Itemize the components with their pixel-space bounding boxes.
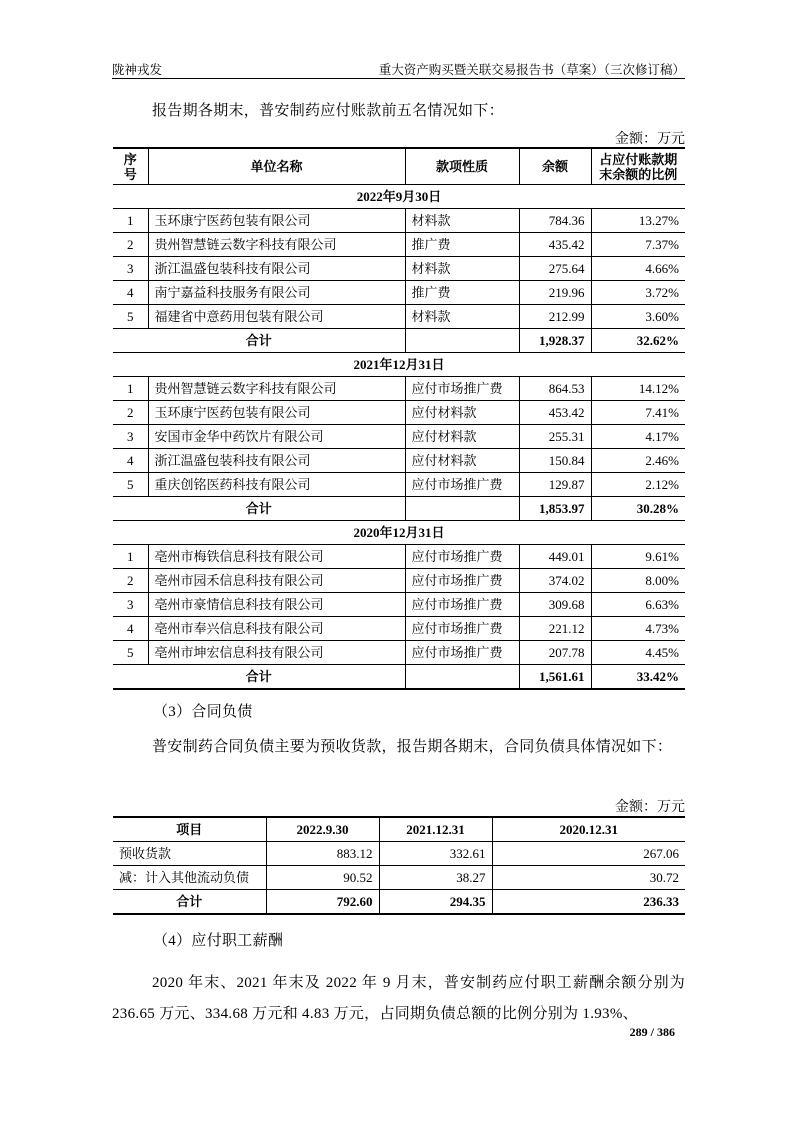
table-cell: 安国市金华中药饮片有限公司 bbox=[148, 425, 405, 449]
table-cell: 浙江温盛包装科技有限公司 bbox=[148, 257, 405, 281]
section-date: 2021年12月31日 bbox=[113, 353, 685, 377]
total-row bbox=[113, 497, 685, 521]
table-row bbox=[113, 473, 685, 497]
table-cell: 亳州市奉兴信息科技有限公司 bbox=[148, 617, 405, 641]
table-cell: 6.63% bbox=[591, 593, 685, 617]
table-cell: 应付材料款 bbox=[405, 425, 519, 449]
table-row bbox=[113, 545, 685, 569]
table-cell: 应付材料款 bbox=[405, 401, 519, 425]
column-header: 2021.12.31 bbox=[379, 817, 492, 842]
table-cell: 材料款 bbox=[405, 257, 519, 281]
table-cell: 3 bbox=[113, 425, 148, 449]
table-cell: 275.64 bbox=[519, 257, 591, 281]
empty-cell bbox=[405, 665, 519, 690]
total-label: 合计 bbox=[113, 665, 405, 690]
section-4-paragraph: 2020 年末、2021 年末及 2022 年 9 月末，普安制药应付职工薪酬余额分别为 236.65 万元、334.68 万元和 4.83 万元，占同期负债总额的比例分别为 1.93%、 bbox=[112, 975, 685, 1022]
table-row bbox=[113, 257, 685, 281]
table-row bbox=[113, 641, 685, 665]
section-3-title: （3）合同负债 bbox=[153, 704, 253, 720]
table-cell: 2 bbox=[113, 233, 148, 257]
table-cell: 南宁嘉益科技服务有限公司 bbox=[148, 281, 405, 305]
table-cell: 亳州市坤宏信息科技有限公司 bbox=[148, 641, 405, 665]
table-cell: 883.12 bbox=[266, 842, 379, 866]
total-cell: 合计 bbox=[113, 890, 266, 915]
table-cell: 453.42 bbox=[519, 401, 591, 425]
header-company: 陇神戎发 bbox=[112, 63, 163, 77]
table-cell: 应付市场推广费 bbox=[405, 641, 519, 665]
header-doc-title: 重大资产购买暨关联交易报告书（草案）（三次修订稿） bbox=[378, 63, 685, 77]
table-header-row bbox=[113, 817, 685, 842]
table-row bbox=[113, 377, 685, 401]
table-cell: 4.66% bbox=[591, 257, 685, 281]
table-cell: 13.27% bbox=[591, 209, 685, 233]
table-row bbox=[113, 401, 685, 425]
table-cell: 5 bbox=[113, 641, 148, 665]
total-cell: 236.33 bbox=[492, 890, 685, 915]
table-cell: 4 bbox=[113, 617, 148, 641]
table-cell: 应付市场推广费 bbox=[405, 569, 519, 593]
table-row bbox=[113, 305, 685, 329]
table-cell: 1 bbox=[113, 377, 148, 401]
intro-paragraph: 报告期各期末，普安制药应付账款前五名情况如下： bbox=[152, 103, 504, 119]
empty-cell bbox=[405, 497, 519, 521]
table-cell: 8.00% bbox=[591, 569, 685, 593]
table-cell: 2 bbox=[113, 401, 148, 425]
table-row bbox=[113, 866, 685, 890]
table-cell: 38.27 bbox=[379, 866, 492, 890]
section-4-title: （4）应付职工薪酬 bbox=[153, 933, 284, 949]
total-ratio: 32.62% bbox=[591, 329, 685, 353]
page-header bbox=[112, 58, 685, 79]
table-row bbox=[113, 842, 685, 866]
table-cell: 应付市场推广费 bbox=[405, 617, 519, 641]
table-cell: 推广费 bbox=[405, 233, 519, 257]
table-cell: 150.84 bbox=[519, 449, 591, 473]
table-cell: 435.42 bbox=[519, 233, 591, 257]
total-ratio: 33.42% bbox=[591, 665, 685, 690]
table-cell: 1 bbox=[113, 545, 148, 569]
table-cell: 2 bbox=[113, 569, 148, 593]
total-amount: 1,853.97 bbox=[519, 497, 591, 521]
table-cell: 应付市场推广费 bbox=[405, 377, 519, 401]
total-label: 合计 bbox=[113, 329, 405, 353]
column-header: 余额 bbox=[519, 148, 591, 185]
table-cell: 亳州市园禾信息科技有限公司 bbox=[148, 569, 405, 593]
table-cell: 4.17% bbox=[591, 425, 685, 449]
table-cell: 784.36 bbox=[519, 209, 591, 233]
table-cell: 7.37% bbox=[591, 233, 685, 257]
section-date: 2022年9月30日 bbox=[113, 185, 685, 209]
table-row bbox=[113, 209, 685, 233]
total-cell: 294.35 bbox=[379, 890, 492, 915]
table-cell: 福建省中意药用包装有限公司 bbox=[148, 305, 405, 329]
table-header-row bbox=[113, 148, 685, 185]
table-cell: 3.72% bbox=[591, 281, 685, 305]
table-cell: 864.53 bbox=[519, 377, 591, 401]
column-header: 序号 bbox=[113, 148, 148, 185]
contract-liabilities-table bbox=[113, 816, 685, 915]
table-row bbox=[113, 233, 685, 257]
section-date-row bbox=[113, 185, 685, 209]
section-date-row bbox=[113, 521, 685, 545]
total-amount: 1,928.37 bbox=[519, 329, 591, 353]
table-cell: 4.45% bbox=[591, 641, 685, 665]
table-cell: 材料款 bbox=[405, 305, 519, 329]
table-cell: 4 bbox=[113, 281, 148, 305]
column-header: 2020.12.31 bbox=[492, 817, 685, 842]
table-cell: 2.12% bbox=[591, 473, 685, 497]
table-cell: 30.72 bbox=[492, 866, 685, 890]
total-label: 合计 bbox=[113, 497, 405, 521]
section-date: 2020年12月31日 bbox=[113, 521, 685, 545]
table-cell: 贵州智慧链云数字科技有限公司 bbox=[148, 377, 405, 401]
table-cell: 重庆创铭医药科技有限公司 bbox=[148, 473, 405, 497]
column-header: 2022.9.30 bbox=[266, 817, 379, 842]
table-cell: 5 bbox=[113, 305, 148, 329]
table-cell: 374.02 bbox=[519, 569, 591, 593]
table-cell: 90.52 bbox=[266, 866, 379, 890]
table-cell: 3 bbox=[113, 593, 148, 617]
table-cell: 减：计入其他流动负债 bbox=[113, 866, 266, 890]
total-ratio: 30.28% bbox=[591, 497, 685, 521]
column-header: 项目 bbox=[113, 817, 266, 842]
table-cell: 4.73% bbox=[591, 617, 685, 641]
table-row bbox=[113, 569, 685, 593]
section-date-row bbox=[113, 353, 685, 377]
unit-label: 金额：万元 bbox=[615, 132, 685, 147]
empty-cell bbox=[405, 329, 519, 353]
column-header: 款项性质 bbox=[405, 148, 519, 185]
table-cell: 219.96 bbox=[519, 281, 591, 305]
table-row bbox=[113, 425, 685, 449]
payables-table bbox=[113, 147, 685, 690]
table-cell: 449.01 bbox=[519, 545, 591, 569]
table-cell: 亳州市豪情信息科技有限公司 bbox=[148, 593, 405, 617]
unit-label-2: 金额：万元 bbox=[615, 800, 685, 815]
total-row bbox=[113, 665, 685, 690]
table-cell: 玉环康宁医药包装有限公司 bbox=[148, 209, 405, 233]
table-cell: 浙江温盛包装科技有限公司 bbox=[148, 449, 405, 473]
table-row bbox=[113, 617, 685, 641]
table-cell: 玉环康宁医药包装有限公司 bbox=[148, 401, 405, 425]
table-cell: 14.12% bbox=[591, 377, 685, 401]
table-cell: 3 bbox=[113, 257, 148, 281]
column-header: 单位名称 bbox=[148, 148, 405, 185]
table-cell: 7.41% bbox=[591, 401, 685, 425]
table-cell: 2.46% bbox=[591, 449, 685, 473]
table-cell: 应付市场推广费 bbox=[405, 473, 519, 497]
total-amount: 1,561.61 bbox=[519, 665, 591, 690]
table-cell: 应付市场推广费 bbox=[405, 593, 519, 617]
table-cell: 贵州智慧链云数字科技有限公司 bbox=[148, 233, 405, 257]
table-cell: 309.68 bbox=[519, 593, 591, 617]
table-cell: 应付材料款 bbox=[405, 449, 519, 473]
table-cell: 9.61% bbox=[591, 545, 685, 569]
total-row bbox=[113, 890, 685, 915]
table-cell: 267.06 bbox=[492, 842, 685, 866]
section-3-paragraph: 普安制药合同负债主要为预收货款，报告期各期末，合同负债具体情况如下： bbox=[152, 739, 673, 755]
table-cell: 207.78 bbox=[519, 641, 591, 665]
table-row bbox=[113, 449, 685, 473]
table-cell: 3.60% bbox=[591, 305, 685, 329]
page-number: 289 / 386 bbox=[629, 1025, 675, 1039]
table-cell: 材料款 bbox=[405, 209, 519, 233]
column-header: 占应付账款期末余额的比例 bbox=[591, 148, 685, 185]
table-cell: 255.31 bbox=[519, 425, 591, 449]
table-cell: 221.12 bbox=[519, 617, 591, 641]
table-cell: 5 bbox=[113, 473, 148, 497]
table-cell: 332.61 bbox=[379, 842, 492, 866]
table-cell: 212.99 bbox=[519, 305, 591, 329]
total-cell: 792.60 bbox=[266, 890, 379, 915]
table-cell: 1 bbox=[113, 209, 148, 233]
table-cell: 推广费 bbox=[405, 281, 519, 305]
table-row bbox=[113, 593, 685, 617]
table-cell: 亳州市梅铁信息科技有限公司 bbox=[148, 545, 405, 569]
table-cell: 129.87 bbox=[519, 473, 591, 497]
table-cell: 应付市场推广费 bbox=[405, 545, 519, 569]
table-cell: 4 bbox=[113, 449, 148, 473]
table-row bbox=[113, 281, 685, 305]
total-row bbox=[113, 329, 685, 353]
table-cell: 预收货款 bbox=[113, 842, 266, 866]
